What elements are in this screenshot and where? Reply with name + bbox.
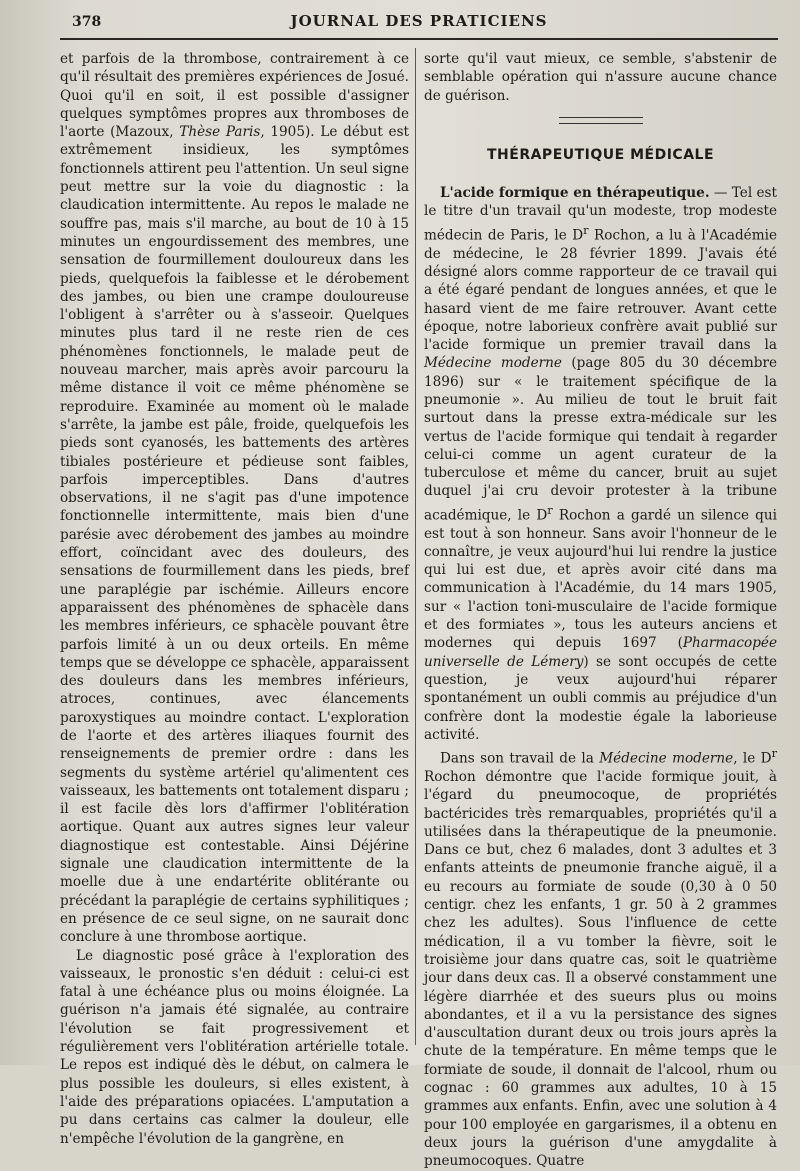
article-lead: L'acide formique en thérapeutique. [440,185,710,202]
paragraph: et parfois de la thrombose, contrairement à ce qu'il résultait des premières expériences de Josué. Quoi qu'il en soit, il est possible d'assigner quelques symptômes propres aux thromboses de l'aorte (Mazoux, Thèse Paris, 1905). Le début est extrêmement insidieux, les symptômes fonctionnels attirent peu l'attention. Un seul signe peut mettre sur la voie du diagnostic : la claudication intermittente. Au repos le malade ne souffre pas, mais s'il marche, au bout de 10 à 15 minutes un engourdissement des membres, une sensation de fourmillement douloureux dans les pieds, quelquefois la faiblesse et le dérobement des jambes, ou bien une crampe douloureuse l'obligent à s'arrêter ou à s'asseoir. Quelques minutes plus tard il ne reste rien de ces phénomènes fonctionnels, le malade peut de nouveau marcher, mais après avoir parcouru la même distance il voit ce même phénomène se reproduire. Examinée au moment où le malade s'arrête, la jambe est pâle, froide, quelquefois les pieds sont cyanosés, les battements des artères tibiales postérieure et pédieuse sont faibles, parfois imperceptibles. Dans d'autres observations, il ne s'agit pas d'une impotence fonctionnelle intermittente, mais bien d'une parésie avec dérobement des jambes au moindre effort, coïncidant avec des douleurs, des sensations de fourmillement dans les pieds, bref une paraplégie par ischémie. Ailleurs encore apparaissent des phénomènes de sphacèle dans les membres inférieurs, ce sphacèle pouvant être parfois limité à un ou deux orteils. En même temps que se développe ce sphacèle, apparaissent des douleurs dans les membres inférieurs, atroces, continues, avec élancements paroxystiques au moindre contact. L'exploration de l'aorte et des artères iliaques fournit des renseignements de premier ordre : dans les segments du système artériel qu'alimentent ces vaisseaux, les battements ont totalement disparu ; il est facile dès lors d'affirmer l'oblitération aortique. Quant aux autres signes leur valeur diagnostique est contestable. Ainsi Déjérine signale une claudication intermittente de la moelle due à une endartérite oblitérante ou précédant la paraplégie de certains syphilitiques ; en présence de ce seul signe, on ne saurait donc conclure à une thrombose aortique. [60,51,410,946]
left-column [60,50,409,1148]
paragraph: L'acide formique en thérapeutique. — Tel est le titre d'un travail qu'un modeste, trop modeste médecin de Paris, le $D^r$ Rochon, a lu à l'Académie de médecine, le 28 février 1899. J'avais été désigné alors comme rapporteur de ce travail qui a été égaré pendant de longues années, et que le hasard vient de me faire retrouver. Avant cette époque, notre laborieux confrère avait publié sur l'acide formique un premier travail dans la Médecine moderne (page 805 du 30 décembre 1896) sur « le traitement spécifique de la pneumonie ». Au milieu de tout le bruit fait surtout dans la presse extra-médicale sur les vertus de l'acide formique qui tendait à regarder celui-ci comme un agent curateur de la tuberculose et même du cancer, bruit au sujet duquel j'ai cru devoir protester à la tribune académique, le $D^r$ Rochon a gardé un silence qui est tout à son honneur. Sans avoir l'honneur de le connaître, je veux aujourd'hui lui rendre la justice qui lui est due, et après avoir cité dans ma communication à l'Académie, du 14 mars 1905, sur « l'action toni-musculaire de l'acide formique et des formiates », tous les auteurs anciens et modernes qui depuis 1697 (Pharmacopée universelle de Lémery) se sont occupés de cette question, je veux aujourd'hui réparer spontanément un oubli commis au préjudice d'un confrère dont la modestie égale la laborieuse activité. [424,185,777,743]
right-column [424,50,777,1171]
paragraph: Dans son travail de la Médecine moderne, le $D^r$ Rochon démontre que l'acide formique jouit, à l'égard du pneumocoque, de propriétés bactéricides très remarquables, propriétés qu'il a utilisées dans la thérapeutique de la pneumonie. Dans ce but, chez 6 malades, dont 3 adultes et 3 enfants atteints de pneumonie franche aiguë, il a eu recours au formiate de soude (0,30 à 0 50 centigr. chez les enfants, 1 gr. 50 à 2 grammes chez les adultes). Sous l'influence de cette médication, il a vu tomber la fièvre, soit le troisième jour dans quatre cas, soit le quatrième jour dans deux cas. Il a observé constamment une légère diarrhée et des sueurs plus ou moins abondantes, et il a vu la persistance des signes d'auscultation durant deux ou trois jours après la chute de la température. En même temps que le formiate de soude, il donnait de l'alcool, rhum ou cognac : 60 grammes aux adultes, 10 à 15 grammes aux enfants. Enfin, avec une solution à 4 pour 100 employée en gargarismes, il a obtenu en deux jours la guérison d'une amygdalite à pneumocoques. Quatre [424,746,777,1170]
page-header [58,6,780,36]
page-number: 378 [72,14,102,30]
paragraph: Le diagnostic posé grâce à l'exploration des vaisseaux, le pronostic s'en déduit : celui-ci est fatal à une échéance plus ou moins éloignée. La guérison n'a jamais été signalée, au contraire l'évolution se fait progressivement et régulièrement vers l'oblitération artérielle totale. Le repos est indiqué dès le début, on calmera le plus possible les douleurs, si elles existent, à l'aide des préparations opiacées. L'amputation a pu dans certains cas calmer la douleur, elle n'empêche l'évolution de la gangrène, en [60,947,409,1147]
double-rule-divider [559,117,643,124]
section-title: THÉRAPEUTIQUE MÉDICALE [486,146,715,163]
journal-title: JOURNAL DES PRATICIENS [290,12,548,30]
column-divider [415,48,416,1045]
paragraph: sorte qu'il vaut mieux, ce semble, s'abstenir de semblable opération qui n'assure aucune chance de guérison. [424,51,777,104]
header-rule [60,38,778,40]
